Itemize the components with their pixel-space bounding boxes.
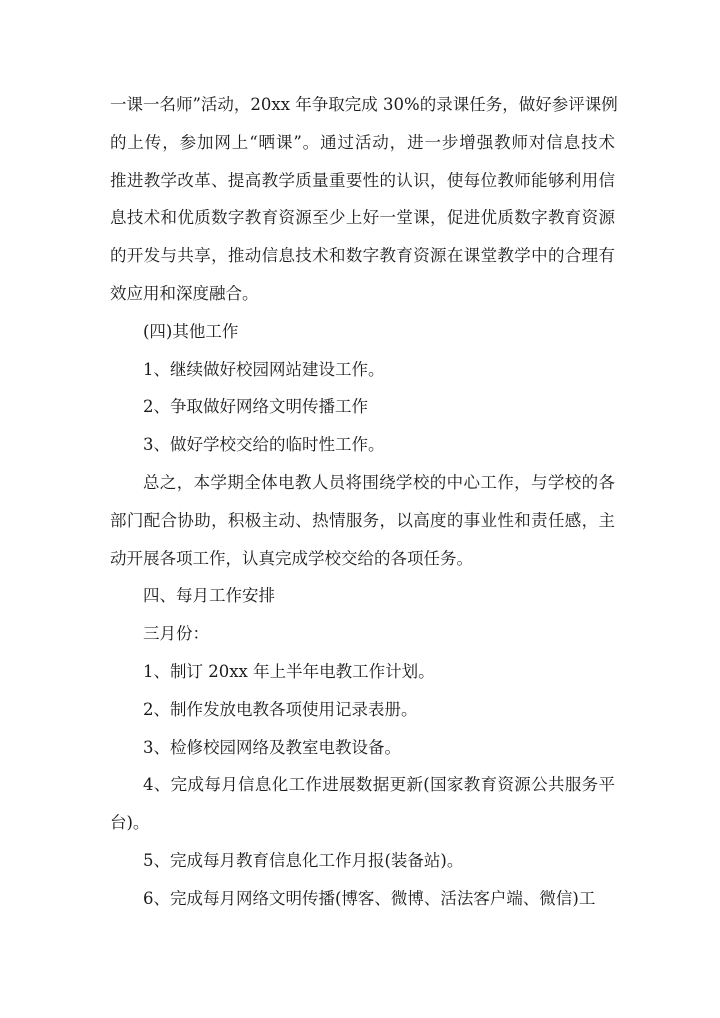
text-line: (四)其他工作 — [143, 321, 239, 341]
paragraph — [110, 653, 615, 691]
text-line: 息技术和优质数字教育资源至少上好一堂课，促进优质数字教育资源 — [110, 208, 615, 228]
paragraph — [110, 842, 615, 880]
text-line: 1、制订 20xx 年上半年电教工作计划。 — [143, 661, 435, 681]
text-line: 推进教学改革、提高教学质量重要性的认识，使每位教师能够利用信 — [110, 170, 615, 190]
text-line: 效应用和深度融合。 — [110, 283, 259, 303]
text-line: 5、完成每月教育信息化工作月报(装备站)。 — [143, 850, 464, 870]
text-line: 的开发与共享，推动信息技术和数字教育资源在课堂教学中的合理有 — [110, 246, 615, 266]
paragraph — [110, 729, 615, 767]
text-line: 三月份： — [143, 624, 209, 644]
paragraph — [110, 86, 618, 313]
paragraph — [110, 464, 615, 577]
text-line: 2、争取做好网络文明传播工作 — [143, 397, 368, 417]
text-line: 的上传，参加网上“晒课”。通过活动，进一步增强教师对信息技术 — [110, 132, 615, 152]
text-line: 总之，本学期全体电教人员将围绕学校的中心工作，与学校的各 — [143, 472, 615, 492]
text-line: 3、做好学校交给的临时性工作。 — [143, 435, 385, 455]
text-line: 4、完成每月信息化工作进展数据更新(国家教育资源公共服务平 — [143, 775, 615, 795]
text-line: 动开展各项工作，认真完成学校交给的各项任务。 — [110, 548, 473, 568]
paragraph — [110, 388, 615, 426]
text-line: 1、继续做好校园网站建设工作。 — [143, 359, 385, 379]
text-line: 2、制作发放电教各项使用记录表册。 — [143, 699, 418, 719]
paragraph — [110, 313, 615, 351]
paragraph — [110, 691, 615, 729]
document-body — [110, 86, 618, 918]
paragraph — [110, 615, 615, 653]
text-line: 3、检修校园网络及教室电教设备。 — [143, 737, 401, 757]
paragraph — [110, 577, 615, 615]
text-line: 部门配合协助，积极主动、热情服务，以高度的事业性和责任感，主 — [110, 510, 615, 530]
paragraph — [110, 880, 615, 918]
text-line: 四、每月工作安排 — [143, 586, 275, 606]
text-line: 6、完成每月网络文明传播(博客、微博、活法客户端、微信)工 — [143, 888, 596, 908]
paragraph — [110, 426, 615, 464]
paragraph — [110, 766, 615, 842]
text-line: 一课一名师”活动，20xx 年争取完成 30%的录课任务，做好参评课例 — [110, 95, 618, 114]
paragraph — [110, 351, 615, 389]
text-line: 台)。 — [110, 813, 150, 833]
